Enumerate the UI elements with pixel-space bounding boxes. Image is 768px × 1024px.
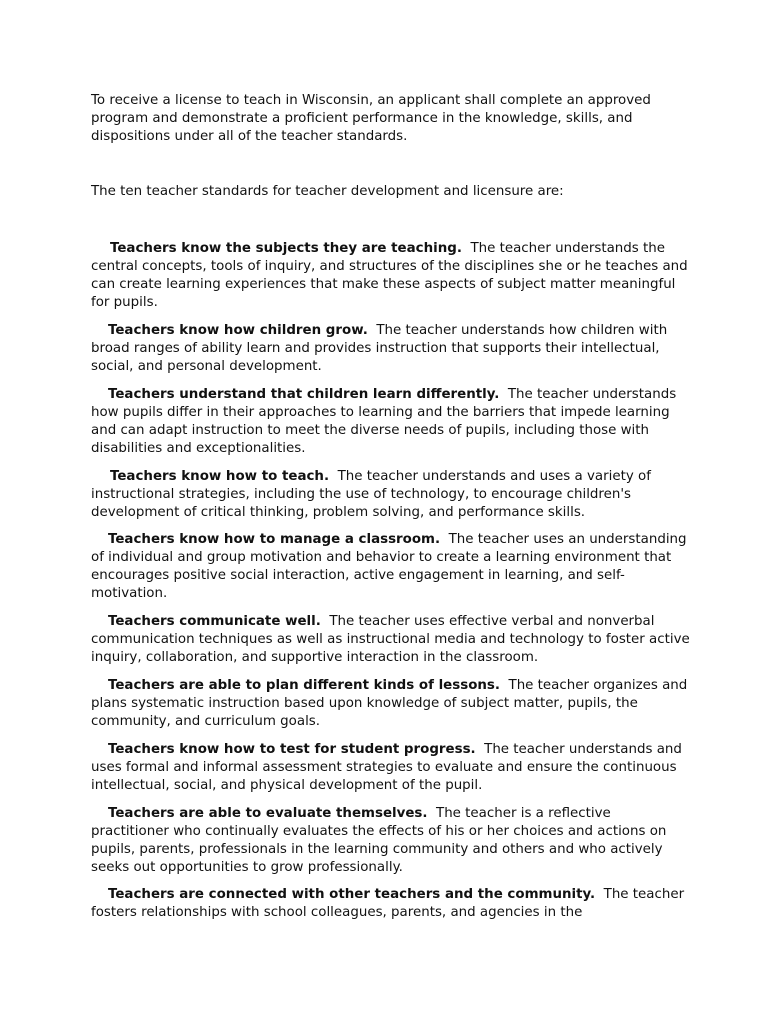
standard-3 — [91, 386, 691, 458]
standard-5 — [91, 531, 691, 603]
standard-description: The teacher is a reflective practitioner who continually evaluates the effects of his or her choices and actions on pupils, parents, professionals in the learning community and others and who actively seeks out opportunities to grow professionally. — [91, 806, 667, 875]
standard-title: Teachers know how to test for student progress. — [108, 742, 476, 757]
standard-2 — [91, 322, 691, 376]
standard-description: The teacher understands and uses formal and informal assessment strategies to evaluate and ensure the continuous intellectual, social, and physical development of the pupil. — [91, 742, 682, 793]
standard-description: The teacher uses an understanding of individual and group motivation and behavior to create a learning environment that encourages positive social interaction, active engagement in learning, and self-motivation. — [91, 532, 687, 601]
standard-title: Teachers are able to plan different kinds of lessons. — [108, 678, 500, 693]
standard-1 — [91, 240, 691, 312]
standard-title: Teachers know how to manage a classroom. — [108, 532, 441, 547]
standard-title: Teachers communicate well. — [108, 614, 321, 629]
standard-title: Teachers know the subjects they are teaching. — [110, 241, 462, 256]
standard-10 — [91, 886, 691, 922]
standard-description: The teacher understands and uses a variety of instructional strategies, including the use of technology, to encourage children's development of critical thinking, problem solving, and performance skills. — [91, 469, 651, 520]
standard-description: The teacher organizes and plans systematic instruction based upon knowledge of subject matter, pupils, the community, and curriculum goals. — [91, 678, 688, 729]
lead-paragraph: The ten teacher standards for teacher development and licensure are: — [91, 184, 564, 199]
standard-7 — [91, 677, 691, 731]
standard-4 — [91, 468, 691, 522]
standard-title: Teachers know how children grow. — [108, 323, 368, 338]
standard-8 — [91, 741, 691, 795]
standard-description: The teacher understands how pupils differ in their approaches to learning and the barriers that impede learning and can adapt instruction to meet the diverse needs of pupils, including those with disabilities and exceptionalities. — [91, 387, 677, 456]
standard-description: The teacher understands how children with broad ranges of ability learn and provides instruction that supports their intellectual, social, and personal development. — [91, 323, 668, 374]
standard-title: Teachers are connected with other teachers and the community. — [108, 887, 596, 902]
standard-title: Teachers are able to evaluate themselves. — [108, 806, 428, 821]
standard-description: The teacher understands the central concepts, tools of inquiry, and structures of the disciplines she or he teaches and can create learning experiences that make these aspects of subject matter meaningful for pupils. — [91, 241, 688, 310]
standard-title: Teachers know how to teach. — [110, 469, 330, 484]
standard-9 — [91, 805, 691, 877]
standard-6 — [91, 613, 691, 667]
intro-paragraph: To receive a license to teach in Wisconsin, an applicant shall complete an approved program and demonstrate a proficient performance in the knowledge, skills, and dispositions under all of the teacher standards. — [91, 93, 651, 144]
standard-title: Teachers understand that children learn differently. — [108, 387, 500, 402]
standard-description: The teacher fosters relationships with school colleagues, parents, and agencies in the — [91, 887, 685, 920]
standard-description: The teacher uses effective verbal and nonverbal communication techniques as well as instructional media and technology to foster active inquiry, collaboration, and supportive interaction in the classroom. — [91, 614, 690, 665]
